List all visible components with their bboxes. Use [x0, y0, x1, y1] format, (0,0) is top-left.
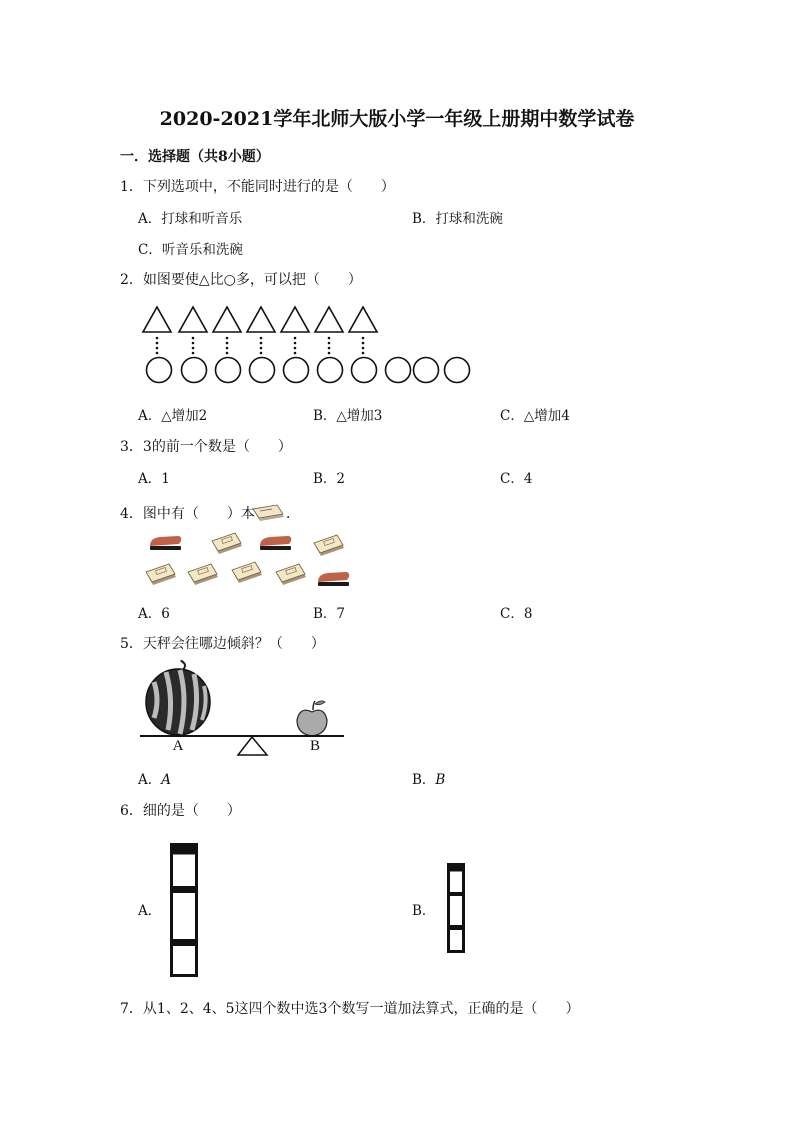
triangle — [143, 307, 171, 332]
books-staplers-figure — [140, 530, 360, 592]
question-3-option-c[interactable]: C．4 — [500, 471, 533, 487]
triangles-row — [143, 307, 377, 332]
question-5-option-a[interactable]: A．A — [138, 772, 171, 788]
triangle — [179, 307, 207, 332]
triangle — [247, 307, 275, 332]
balance-scale-figure — [140, 660, 345, 760]
apple — [297, 701, 327, 736]
question-1-option-a[interactable]: A．打球和听音乐 — [138, 211, 243, 227]
book-inline-icon — [252, 501, 286, 523]
watermelon — [146, 661, 210, 735]
triangle — [213, 307, 241, 332]
triangle — [349, 307, 377, 332]
question-6-option-b[interactable]: B． — [412, 903, 436, 919]
book — [314, 535, 344, 556]
question-4-stem-before: 4．图中有（ ）本 — [120, 506, 255, 522]
question-4-option-b[interactable]: B．7 — [313, 606, 346, 622]
triangle — [281, 307, 309, 332]
question-1-option-c[interactable]: C．听音乐和洗碗 — [138, 242, 243, 258]
section-heading: 一．选择题（共8小题） — [120, 149, 270, 165]
question-4-stem-after: ． — [286, 506, 300, 522]
book — [232, 562, 262, 583]
stapler — [260, 536, 291, 550]
question-4-option-a[interactable]: A．6 — [138, 606, 170, 622]
question-6-option-a[interactable]: A． — [138, 903, 162, 919]
question-1-option-b[interactable]: B．打球和洗碗 — [412, 211, 503, 227]
scale-label-b: B — [309, 738, 321, 754]
question-6-stem: 6．细的是（ ） — [120, 803, 241, 819]
triangles-circles-figure — [140, 305, 480, 387]
scale-label-a: A — [172, 738, 184, 754]
circles-row — [147, 358, 470, 383]
question-3-option-b[interactable]: B．2 — [313, 471, 346, 487]
question-2-option-c[interactable]: C．△增加4 — [500, 408, 570, 424]
circle — [250, 358, 275, 383]
question-2-stem: 2．如图要使△比○多，可以把（ ） — [120, 272, 362, 288]
triangle — [315, 307, 343, 332]
question-5-option-b[interactable]: B．B — [412, 772, 446, 788]
question-2-option-b[interactable]: B．△增加3 — [313, 408, 383, 424]
question-4-option-c[interactable]: C．8 — [500, 606, 533, 622]
circle — [284, 358, 309, 383]
question-7-stem: 7．从1、2、4、5这四个数中选3个数写一道加法算式，正确的是（ ） — [120, 1001, 580, 1017]
question-2-option-a[interactable]: A．△增加2 — [138, 408, 208, 424]
book — [146, 564, 176, 585]
circle — [182, 358, 207, 383]
stapler — [150, 536, 181, 550]
question-3-stem: 3．3的前一个数是（ ） — [120, 439, 292, 455]
circle — [414, 358, 439, 383]
question-3-option-a[interactable]: A．1 — [138, 471, 170, 487]
stapler — [318, 572, 349, 586]
book — [276, 564, 306, 585]
circle — [445, 358, 470, 383]
circle — [386, 358, 411, 383]
circle — [216, 358, 241, 383]
question-1-stem: 1．下列选项中，不能同时进行的是（ ） — [120, 179, 395, 195]
book — [212, 533, 242, 554]
page-title: 2020-2021学年北师大版小学一年级上册期中数学试卷 — [159, 108, 635, 130]
circle — [318, 358, 343, 383]
thick-bar-figure — [170, 843, 198, 977]
book — [188, 564, 218, 585]
circle — [147, 358, 172, 383]
dotted-links — [156, 337, 365, 355]
question-5-stem: 5．天秤会往哪边倾斜？（ ） — [120, 636, 325, 652]
circle — [352, 358, 377, 383]
thin-bar-figure — [447, 863, 465, 953]
scale-fulcrum — [238, 737, 267, 755]
